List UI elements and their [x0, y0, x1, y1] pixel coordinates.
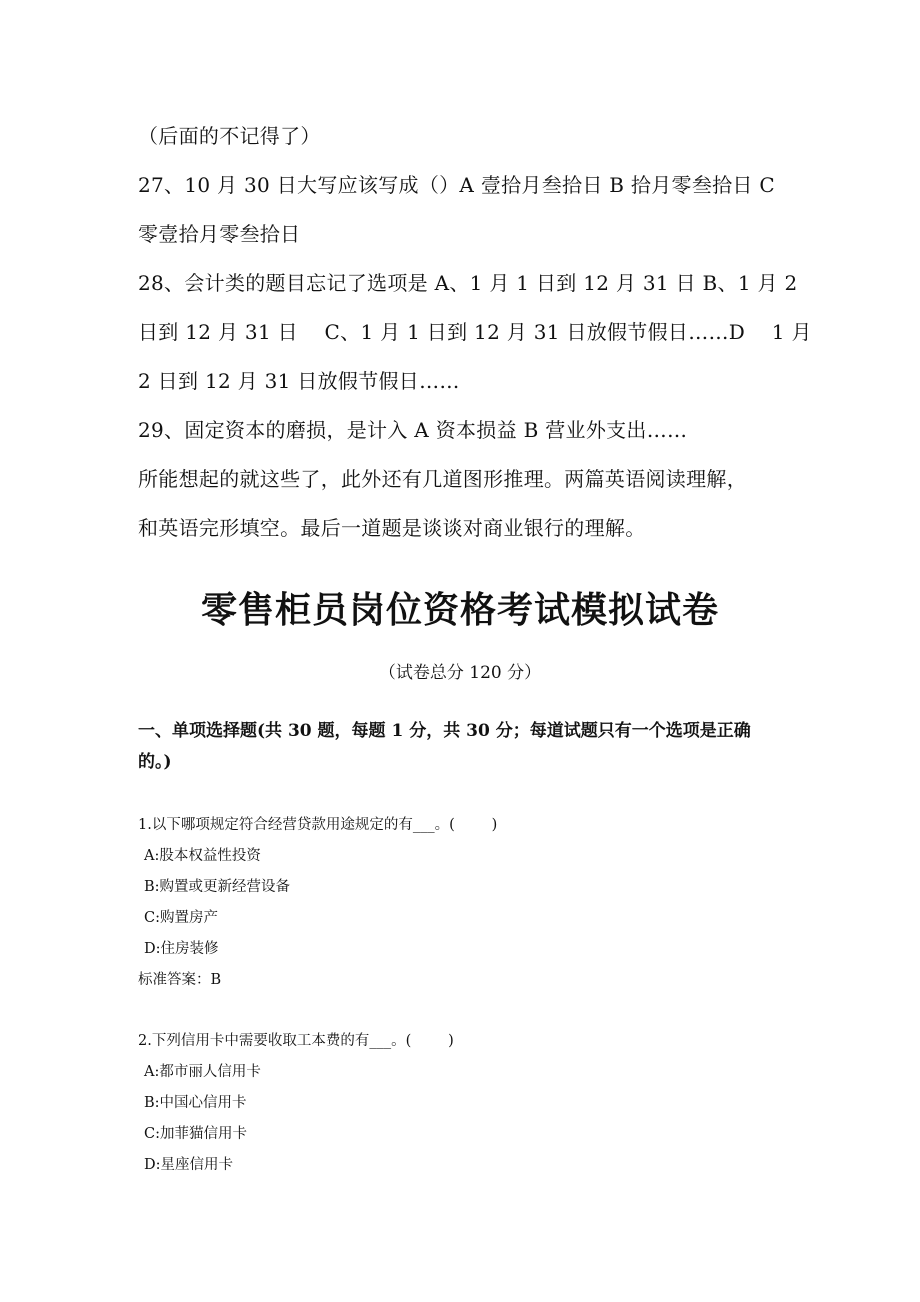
exam-subtitle: （试卷总分 120 分）: [378, 663, 542, 683]
question-28-line-3: 2 日到 12 月 31 日放假节假日……: [138, 369, 460, 393]
summary-line-1: 所能想起的就这些了，此外还有几道图形推理。两篇英语阅读理解，: [138, 467, 747, 491]
question-2-option-c: C:加菲猫信用卡: [144, 1126, 247, 1142]
notes-block: [138, 112, 812, 553]
question-1-stem: 1.以下哪项规定符合经营贷款用途规定的有___。( ): [138, 817, 498, 833]
question-1-option-a: A:股本权益性投资: [144, 848, 261, 864]
question-2-stem: 2.下列信用卡中需要收取工本费的有___。( ): [138, 1033, 454, 1049]
section-heading: [138, 716, 788, 778]
question-1-option-c: C:购置房产: [144, 910, 218, 926]
note-forgot: （后面的不记得了）: [138, 124, 321, 148]
question-2-option-b: B:中国心信用卡: [144, 1095, 247, 1111]
section-heading-line-1: 一、单项选择题(共 30 题，每题 1 分，共 30 分；每道试题只有一个选项是正确: [138, 721, 751, 741]
question-28-line-2: 日到 12 月 31 日 C、1 月 1 日到 12 月 31 日放假节假日……D 1 月: [138, 320, 812, 344]
question-2-option-a: A:都市丽人信用卡: [144, 1064, 261, 1080]
question-1-option-d: D:住房装修: [144, 941, 219, 957]
exam-title: 零售柜员岗位资格考试模拟试卷: [200, 590, 719, 631]
question-28-line-1: 28、会计类的题目忘记了选项是 A、1 月 1 日到 12 月 31 日 B、1 月 2: [138, 271, 798, 295]
question-1: [138, 810, 798, 996]
section-heading-line-2: 的。): [138, 752, 172, 772]
question-2-option-d: D:星座信用卡: [144, 1157, 234, 1173]
question-1-option-b: B:购置或更新经营设备: [144, 879, 291, 895]
question-2: [138, 1026, 798, 1181]
question-1-answer: 标准答案：B: [138, 972, 222, 988]
question-27-line-1: 27、10 月 30 日大写应该写成（）A 壹拾月叁拾日 B 拾月零叁拾日 C: [138, 173, 775, 197]
question-29: 29、固定资本的磨损，是计入 A 资本损益 B 营业外支出……: [138, 418, 688, 442]
summary-line-2: 和英语完形填空。最后一道题是谈谈对商业银行的理解。: [138, 516, 646, 540]
question-27-line-2: 零壹拾月零叁拾日: [138, 222, 301, 246]
